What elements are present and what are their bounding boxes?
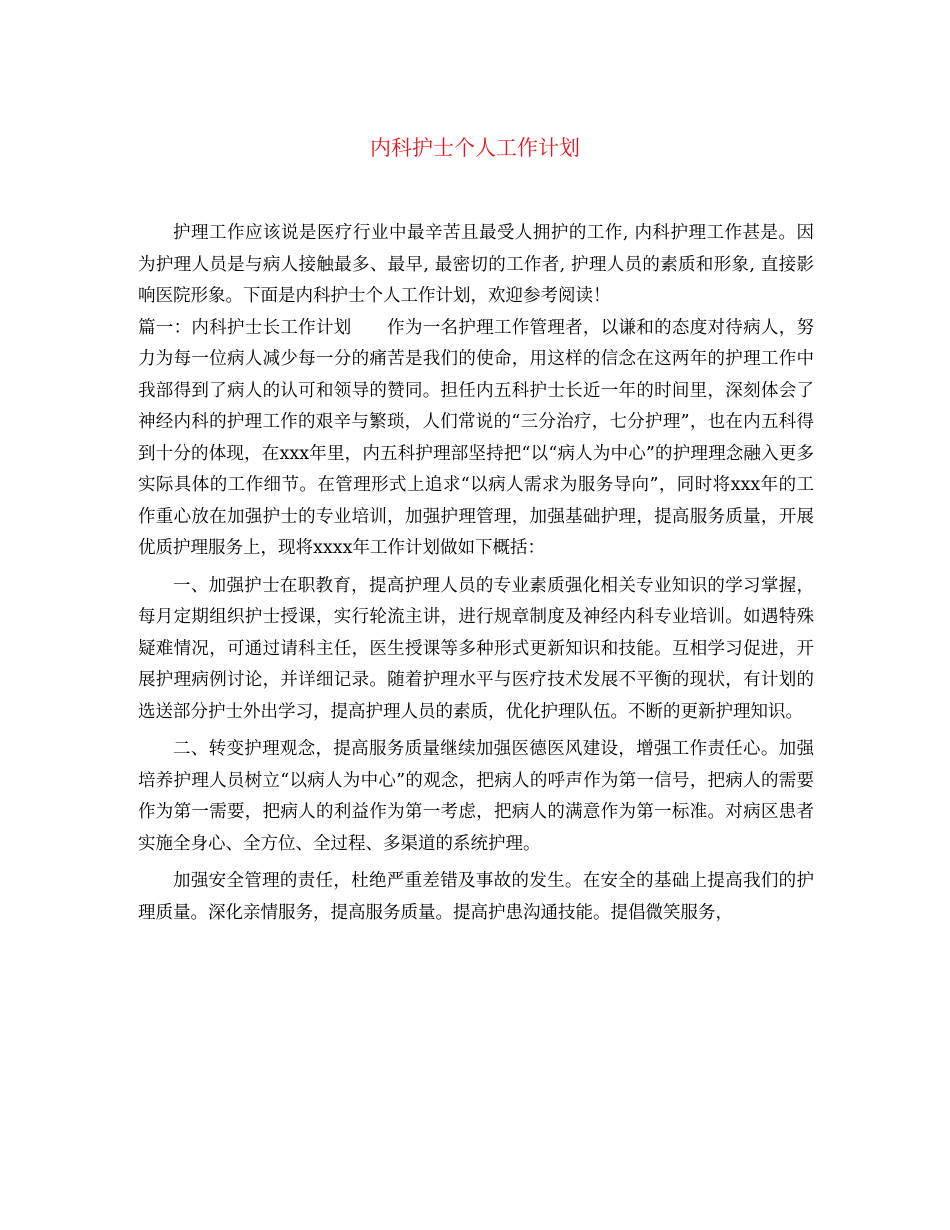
section-one-paragraph: 篇一：内科护士长工作计划 作为一名护理工作管理者，以谦和的态度对待病人，努力为每一位病人减少每一分的痛苦是我们的使命，用这样的信念在这两年的护理工作中我部得到了病人的认可和领导的赞同。担任内五科护士长近一年的时间里，深刻体会了神经内科的护理工作的艰辛与繁琐，人们常说的“三分治疗，七分护理”，也在内五科得到十分的体现，在xxx年里，内五科护理部坚持把“以“病人为中心”的护理理念融入更多实际具体的工作细节。在管理形式上追求“以病人需求为服务导向”，同时将xxx年的工作重心放在加强护士的专业培训，加强护理管理，加强基础护理，提高服务质量，开展优质护理服务上，现将xxxx年工作计划做如下概括： — [138, 317, 814, 558]
safety-paragraph: 加强安全管理的责任，杜绝严重差错及事故的发生。在安全的基础上提高我们的护理质量。深化亲情服务，提高服务质量。提高护患沟通技能。提倡微笑服务， — [138, 871, 814, 923]
document-title: 内科护士个人工作计划 — [370, 136, 580, 160]
item-two-paragraph: 二、转变护理观念，提高服务质量继续加强医德医风建设，增强工作责任心。加强培养护理人员树立“以病人为中心”的观念，把病人的呼声作为第一信号，把病人的需要作为第一需要，把病人的利益作为第一考虑，把病人的满意作为第一标准。对病区患者实施全身心、全方位、全过程、多渠道的系统护理。 — [138, 739, 814, 854]
item-one-paragraph: 一、加强护士在职教育，提高护理人员的专业素质强化相关专业知识的学习掌握，每月定期组织护士授课，实行轮流主讲，进行规章制度及神经内科专业培训。如遇特殊疑难情况，可通过请科主任，医生授课等多种形式更新知识和技能。互相学习促进，开展护理病例讨论，并详细记录。随着护理水平与医疗技术发展不平衡的现状，有计划的选送部分护士外出学习，提高护理人员的素质，优化护理队伍。不断的更新护理知识。 — [138, 575, 814, 722]
document-body — [138, 218, 814, 929]
intro-paragraph: 护理工作应该说是医疗行业中最辛苦且最受人拥护的工作, 内科护理工作甚是。因为护理人员是与病人接触最多、最早, 最密切的工作者, 护理人员的素质和形象, 直接影响医院形象。下面是内科护士个人工作计划，欢迎参考阅读！ — [138, 223, 814, 306]
